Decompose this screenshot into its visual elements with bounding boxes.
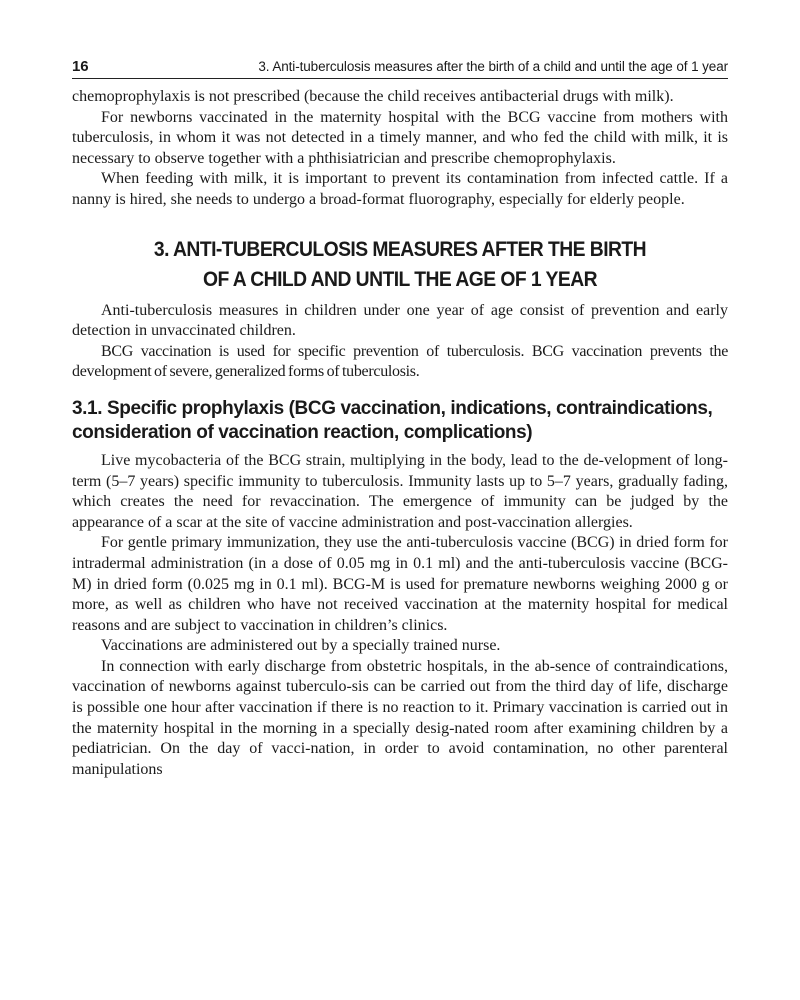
paragraph: Vaccinations are administered out by a specially trained nurse. [101, 637, 501, 655]
paragraph: For gentle primary immunization, they use the anti-tuberculosis vaccine (BCG) in dried form for intradermal administration (in a dose of 0.05 mg in 0.1 ml) and the anti-tuberculosis vaccine (BCG-M) in dried form (0.025 mg in 0.1 ml). BCG-M is used for premature newborns weighing 2000 g or more, as well as children who have not received vaccination at the maternity hospital for medical reasons and are subject to vaccination in children’s clinics. [72, 534, 728, 634]
running-title: 3. Anti-tuberculosis measures after the birth of a child and until the age of 1 year [258, 59, 728, 74]
page-number: 16 [72, 58, 89, 75]
running-header [72, 58, 728, 79]
paragraph: Anti-tuberculosis measures in children under one year of age consist of prevention and early detection in unvaccinated children. [72, 301, 728, 340]
paragraph: For newborns vaccinated in the maternity hospital with the BCG vaccine from mothers with tuberculosis, in whom it was not detected in a timely manner, and who fed the child with milk, it is necessary to observe together with a phthisiatrician and prescribe chemoprophylaxis. [72, 108, 728, 167]
document-page [72, 58, 728, 780]
chapter-heading [98, 235, 702, 295]
paragraph: BCG vaccination is used for specific prevention of tuberculosis. BCG vaccination prevents the development of severe, generalized forms of tuberculosis. [72, 342, 728, 381]
paragraph: Live mycobacteria of the BCG strain, multiplying in the body, lead to the de-velopment of long-term (5–7 years) specific immunity to tuberculosis. Immunity lasts up to 5–7 years, gradually fading, which creates the need for revaccination. The emergence of immunity can be judged by the appearance of a scar at the site of vaccine administration and post-vaccination allergies. [72, 451, 728, 531]
chapter-heading-line-2: OF A CHILD AND UNTIL THE AGE OF 1 YEAR [202, 267, 598, 291]
section-heading: 3.1. Specific prophylaxis (BCG vaccination, indications, contraindications, consideration of vaccination reaction, complications) [72, 397, 713, 443]
paragraph: When feeding with milk, it is important to prevent its contamination from infected cattle. If a nanny is hired, she needs to undergo a broad-format fluorography, especially for elderly people. [72, 170, 728, 208]
paragraph-continued: chemoprophylaxis is not prescribed (because the child receives antibacterial drugs with milk). [72, 88, 674, 105]
chapter-heading-line-1: 3. ANTI-TUBERCULOSIS MEASURES AFTER THE BIRTH [153, 237, 647, 261]
paragraph: In connection with early discharge from obstetric hospitals, in the ab-sence of contraindications, vaccination of newborns against tuberculo-sis can be carried out from the third day of life, discharge is possible one hour after vaccination if there is no reaction to it. Primary vaccination is carried out in the maternity hospital in the morning in a specially desig-nated room after examining children by a pediatrician. On the day of vacci-nation, in order to avoid contamination, no other parenteral manipulations [72, 657, 728, 778]
